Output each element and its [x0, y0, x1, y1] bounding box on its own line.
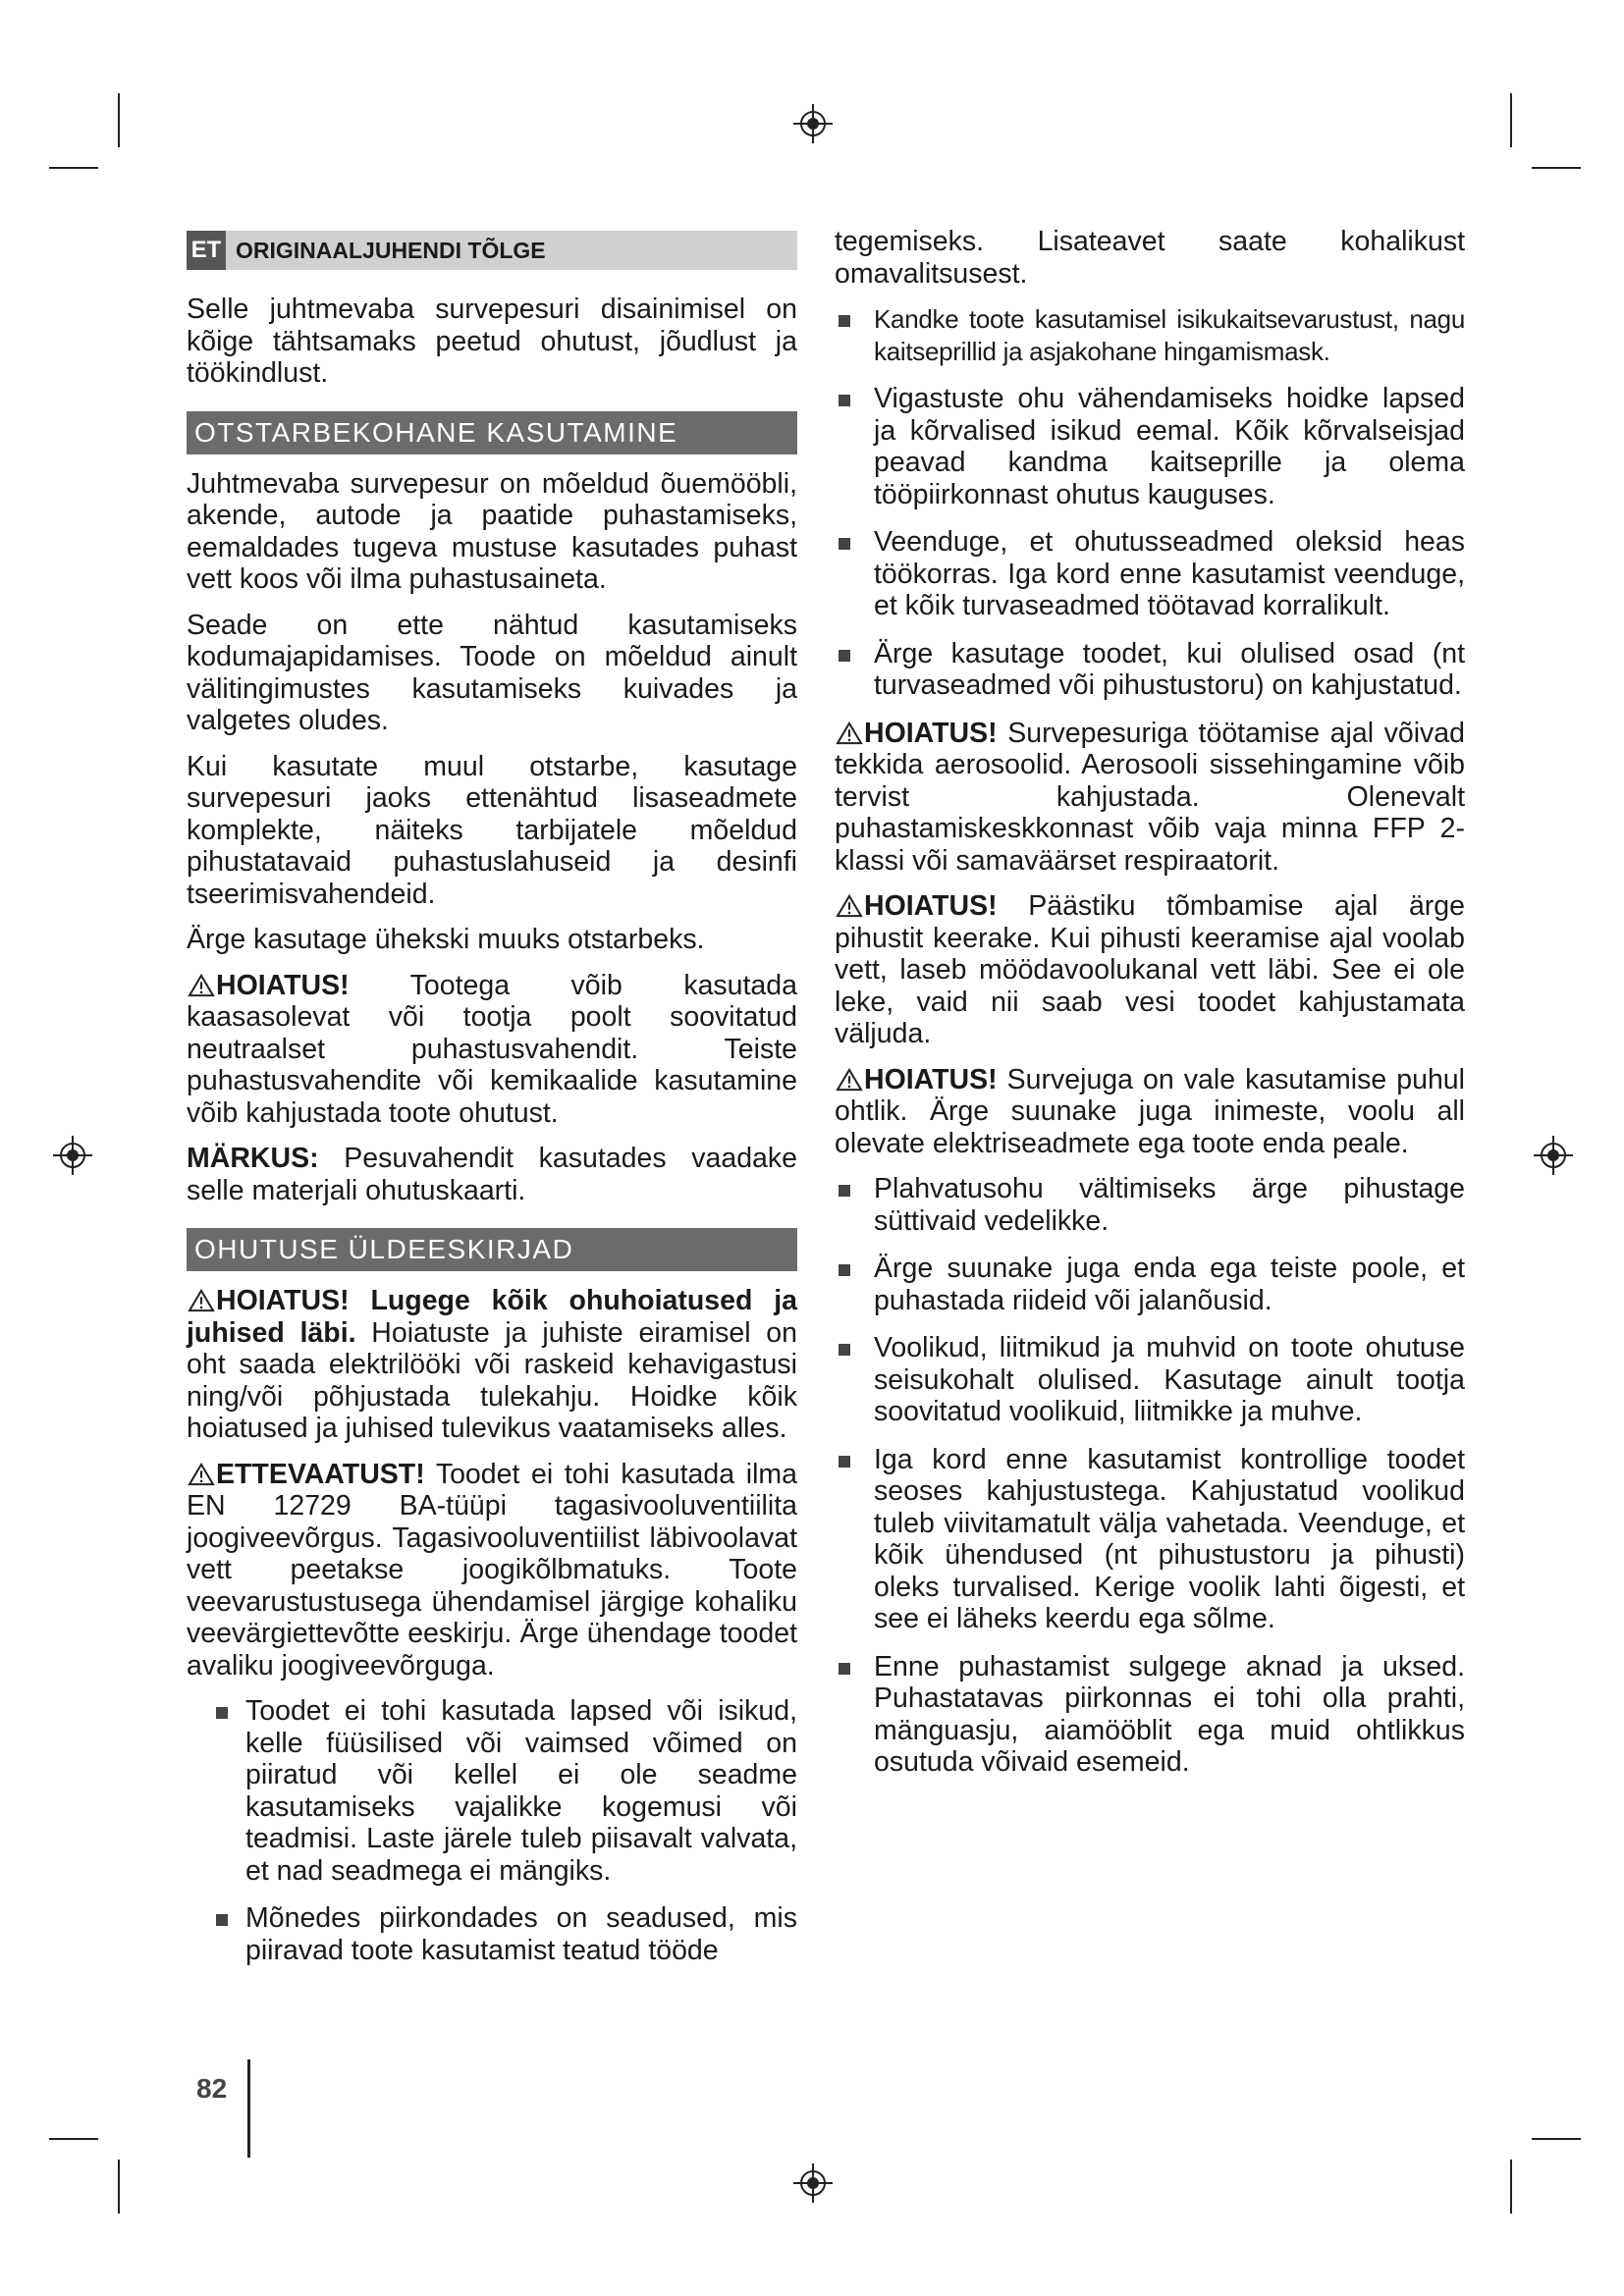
warning-triangle-icon: [835, 1068, 864, 1092]
note-text: Pesuvahendit kasutades vaadake selle materjali ohutuskaarti.: [187, 1143, 797, 1206]
registration-mark-top-icon: [791, 102, 835, 145]
registration-mark-left-icon: [51, 1134, 94, 1177]
safety-bullet-list-right-2: [835, 1173, 1465, 1779]
crop-mark-bottom-right-h: [1532, 2138, 1581, 2140]
caution-paragraph-backflow: [187, 1459, 797, 1682]
section-heading-safety: OHUTUSE ÜLDEESKIRJAD: [187, 1228, 797, 1271]
warning-triangle-icon: [835, 721, 864, 745]
intended-use-paragraph-3: Kui kasutate muul otstarbe, kasutage survepesuri jaoks ettenähtud lisaseadmete komplekte, näiteks tarbijatele mõeldud pihustatavaid puhastuslahuseid ja desinfi tseerimisvahendeid.: [187, 750, 797, 910]
list-item: Iga kord enne kasutamist kontrollige toodet seoses kahjustustega. Kahjustatud voolikud tuleb viivitamatult välja vahetada. Veenduge, et kõik ühendused (nt pihustustoru ja pihusti) oleks turvalised. Kerige voolik lahti õigesti, et see ei läheks keerdu ega sõlme.: [835, 1444, 1465, 1635]
intro-paragraph: Selle juhtmevaba survepesuri disainimisel on kõige tähtsamaks peetud ohutust, jõudlust ja töökindlust.: [187, 294, 797, 389]
warning-label: HOIATUS!: [864, 717, 998, 749]
intended-use-paragraph-1: Juhtmevaba survepesur on mõeldud õuemööbli, akende, autode ja paatide puhastamiseks, eemaldades tugeva mustuse kasutades puhast vett koos või ilma puhastusaineta.: [187, 467, 797, 595]
intended-use-paragraph-4: Ärge kasutage ühekski muuks otstarbeks.: [187, 924, 705, 955]
list-item: Voolikud, liitmikud ja muhvid on toote ohutuse seisukohalt olulised. Kasutage ainult tootja soovitatud voolikuid, liitmikke ja muhve.: [835, 1332, 1465, 1428]
crop-mark-bottom-left-v: [118, 2160, 120, 2214]
list-item: Vigastuste ohu vähendamiseks hoidke lapsed ja kõrvalised isikud eemal. Kõik kõrvalseisjad peavad kandma kaitseprille ja olema tööpiirkonnast ohutus kauguses.: [835, 383, 1465, 510]
page-number: 82: [196, 2073, 228, 2104]
warning-paragraph-read-all: [187, 1285, 797, 1445]
section-heading-intended-use: OTSTARBEKOHANE KASUTAMINE: [187, 411, 797, 454]
warning-text: Tootega võib kasutada kaasasolevat või tootja poolt soovitatud neutraalset puhastusvahendit. Teiste puhastusvahendite või kemikaalide kasutamine võib kahjustada toote ohutust.: [187, 969, 797, 1129]
warning-label: HOIATUS!: [864, 890, 998, 922]
warning-text: Survepesuriga töötamise ajal võivad tekkida aerosoolid. Aerosooli sissehingamine võib tervist kahjustada. Olenevalt puhastamiskeskkonnast võib vaja minna FFP 2-klassi või samaväärset respiraatorit.: [835, 717, 1465, 877]
warning-paragraph-aerosols: [835, 718, 1465, 878]
left-column: [187, 231, 797, 1982]
list-item: Ärge kasutage toodet, kui olulised osad (nt turvaseadmed või pihustustoru) on kahjustatud.: [835, 638, 1465, 702]
crop-mark-bottom-right-v: [1510, 2160, 1512, 2214]
list-item: Mõnedes piirkondades on seadused, mis piiravad toote kasutamist teatud tööde: [212, 1902, 797, 1966]
continued-paragraph: tegemiseks. Lisateavet saate kohalikust omavalitsusest.: [835, 226, 1465, 290]
crop-mark-bottom-left-h: [49, 2138, 98, 2140]
list-item: Kandke toote kasutamisel isikukaitsevarustust, nagu kaitseprillid ja asjakohane hingamismask.: [835, 303, 1465, 367]
language-badge: ET: [187, 231, 226, 270]
warning-triangle-icon: [187, 974, 216, 997]
crop-mark-top-right-v: [1510, 93, 1512, 147]
warning-label: HOIATUS!: [216, 969, 350, 1001]
crop-mark-top-left-h: [49, 167, 98, 169]
warning-paragraph-trigger: [835, 890, 1465, 1050]
registration-mark-bottom-icon: [791, 2162, 835, 2205]
warning-text: Hoiatuste ja juhiste eiramisel on oht saada elektrilööki või raskeid kehavigastusi ning/või põhjustada tulekahju. Hoidke kõik hoiatused ja juhised tulevikus vaatamiseks alles.: [187, 1316, 797, 1444]
crop-mark-top-right-h: [1532, 167, 1581, 169]
list-item: Enne puhastamist sulgege aknad ja uksed. Puhastatavas piirkonnas ei tohi olla prahti, mänguasju, aiamööblit ega muid ohtlikkus osutuda võivaid esemeid.: [835, 1651, 1465, 1779]
warning-triangle-icon: [187, 1289, 216, 1312]
document-header: [187, 231, 797, 270]
list-item: Plahvatusohu vältimiseks ärge pihustage süttivaid vedelikke.: [835, 1173, 1465, 1237]
warning-label: HOIATUS!: [864, 1063, 998, 1095]
right-column: [835, 226, 1465, 1794]
safety-bullet-list-right-1: [835, 303, 1465, 702]
crop-mark-top-left-v: [118, 93, 120, 147]
list-item: Toodet ei tohi kasutada lapsed või isikud, kelle füüsilised või vaimsed võimed on piiratud või kellel ei ole seadme kasutamiseks vajalikke kogemusi või teadmisi. Laste järele tuleb piisavalt valvata, et nad seadmega ei mängiks.: [212, 1695, 797, 1887]
warning-paragraph-jet: [835, 1064, 1465, 1160]
page-number-divider: [247, 2059, 250, 2158]
caution-label: ETTEVAATUST!: [216, 1458, 425, 1490]
list-item: Veenduge, et ohutusseadmed oleksid heas töökorras. Iga kord enne kasutamist veenduge, et kõik turvaseadmed töötavad korralikult.: [835, 526, 1465, 622]
warning-text: Survejuga on vale kasutamise puhul ohtlik. Ärge suunake juga inimeste, voolu all olevate elektriseadmete ega toote enda peale.: [835, 1063, 1465, 1159]
warning-triangle-icon: [187, 1463, 216, 1486]
registration-mark-right-icon: [1532, 1134, 1575, 1177]
header-title: ORIGINAALJUHENDI TÕLGE: [236, 237, 546, 263]
note-label: MÄRKUS:: [187, 1143, 319, 1174]
safety-bullet-list-left: [212, 1695, 797, 1966]
note-paragraph: [187, 1143, 797, 1206]
caution-text: Toodet ei tohi kasutada ilma EN 12729 BA-tüüpi tagasivooluventiilita joogiveevõrgus. Tagasivooluventiilist läbivoolavat vett peetakse joogikõlbmatuks. Toote veevarustustusega ühendamisel järgige kohaliku veevärgiettevõtte eeskirju. Ärge ühendage toodet avaliku joogiveevõrguga.: [187, 1458, 797, 1682]
warning-triangle-icon: [835, 894, 864, 918]
warning-paragraph-detergent: [187, 970, 797, 1130]
intended-use-paragraph-2: Seade on ette nähtud kasutamiseks kodumajapidamises. Toode on mõeldud ainult välitingimustes kasutamiseks kuivades ja valgetes oludes.: [187, 609, 797, 736]
warning-text: Päästiku tõmbamise ajal ärge pihustit keerake. Kui pihusti keeramise ajal voolab vett, laseb möödavoolukanal vett läbi. See ei ole leke, vaid nii saab vesi toodet kahjustamata väljuda.: [835, 890, 1465, 1049]
list-item: Ärge suunake juga enda ega teiste poole, et puhastada riideid või jalanõusid.: [835, 1253, 1465, 1316]
warning-label: HOIATUS! Lugege kõik ohuhoiatused ja juhised läbi.: [187, 1285, 797, 1349]
